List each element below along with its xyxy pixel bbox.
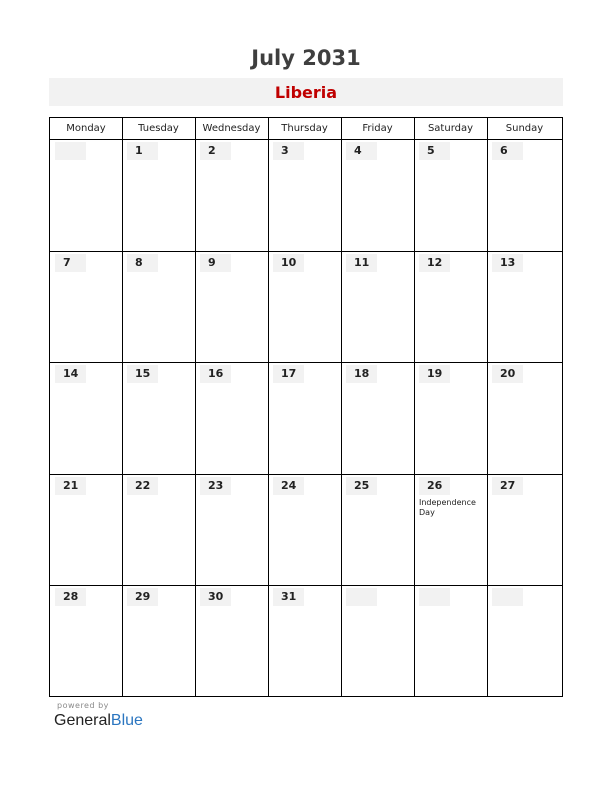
day-number: 25 — [346, 477, 377, 495]
day-cell[interactable] — [414, 140, 487, 251]
day-number: 22 — [127, 477, 158, 495]
day-number: 9 — [200, 254, 231, 272]
day-cell[interactable] — [414, 252, 487, 363]
day-cell[interactable] — [487, 363, 562, 474]
day-number: 27 — [492, 477, 523, 495]
day-number — [419, 588, 450, 606]
weekday-header-wednesday: Wednesday — [202, 123, 261, 134]
day-cell[interactable] — [414, 363, 487, 474]
weekday-header-friday: Friday — [362, 123, 393, 134]
day-cell[interactable] — [487, 586, 562, 697]
day-number: 31 — [273, 588, 304, 606]
day-cell[interactable] — [50, 363, 122, 474]
day-number — [346, 588, 377, 606]
day-number: 12 — [419, 254, 450, 272]
day-cell[interactable] — [268, 140, 341, 251]
day-cell[interactable] — [195, 363, 268, 474]
day-cell[interactable] — [195, 252, 268, 363]
weekday-header-saturday: Saturday — [427, 123, 474, 134]
day-number: 7 — [55, 254, 86, 272]
day-cell[interactable] — [268, 586, 341, 697]
day-number: 18 — [346, 365, 377, 383]
day-number: 28 — [55, 588, 86, 606]
day-number: 23 — [200, 477, 231, 495]
day-cell[interactable] — [341, 363, 414, 474]
day-cell[interactable] — [122, 252, 195, 363]
day-number: 6 — [492, 142, 523, 160]
day-cell[interactable] — [341, 586, 414, 697]
day-number: 4 — [346, 142, 377, 160]
holiday-label: Independence Day — [419, 498, 476, 517]
weekday-header-sunday: Sunday — [505, 123, 544, 134]
day-cell[interactable] — [487, 475, 562, 586]
day-number: 1 — [127, 142, 158, 160]
day-cell[interactable] — [195, 140, 268, 251]
country-name: Liberia — [274, 83, 338, 102]
day-number: 2 — [200, 142, 231, 160]
day-number — [492, 588, 523, 606]
day-number: 17 — [273, 365, 304, 383]
day-cell[interactable] — [122, 363, 195, 474]
day-cell[interactable] — [195, 475, 268, 586]
brand-blue: Blue — [110, 712, 143, 729]
powered-by-label: powered by — [57, 701, 109, 710]
day-number: 15 — [127, 365, 158, 383]
day-number — [55, 142, 86, 160]
day-number: 11 — [346, 254, 377, 272]
day-cell[interactable] — [50, 475, 122, 586]
weekday-header-tuesday: Tuesday — [138, 123, 179, 134]
day-number: 24 — [273, 477, 304, 495]
day-cell[interactable] — [122, 586, 195, 697]
generalblue-logo[interactable] — [54, 712, 143, 730]
day-cell[interactable] — [341, 252, 414, 363]
day-cell[interactable] — [341, 475, 414, 586]
day-number: 29 — [127, 588, 158, 606]
day-cell[interactable] — [487, 140, 562, 251]
day-number: 19 — [419, 365, 450, 383]
day-number: 16 — [200, 365, 231, 383]
day-number: 21 — [55, 477, 86, 495]
calendar-title: July 2031 — [251, 46, 361, 70]
brand-general: General — [54, 712, 111, 729]
weekday-header-thursday: Thursday — [281, 123, 328, 134]
day-number: 3 — [273, 142, 304, 160]
day-cell[interactable] — [50, 140, 122, 251]
day-cell[interactable] — [122, 475, 195, 586]
weekday-header-monday: Monday — [66, 123, 106, 134]
day-number: 30 — [200, 588, 231, 606]
day-cell[interactable] — [414, 475, 487, 586]
day-cell[interactable] — [195, 586, 268, 697]
day-cell[interactable] — [268, 475, 341, 586]
day-cell[interactable] — [268, 252, 341, 363]
calendar-grid — [49, 117, 563, 697]
day-cell[interactable] — [268, 363, 341, 474]
day-number: 5 — [419, 142, 450, 160]
day-cell[interactable] — [50, 586, 122, 697]
day-cell[interactable] — [50, 252, 122, 363]
day-cell[interactable] — [487, 252, 562, 363]
day-number: 14 — [55, 365, 86, 383]
day-cell[interactable] — [341, 140, 414, 251]
weekday-header-row — [50, 118, 562, 140]
country-banner — [49, 78, 563, 106]
day-cell[interactable] — [414, 586, 487, 697]
day-number: 20 — [492, 365, 523, 383]
day-number: 26 — [419, 477, 450, 495]
day-number: 8 — [127, 254, 158, 272]
day-number: 13 — [492, 254, 523, 272]
day-cell[interactable] — [122, 140, 195, 251]
day-number: 10 — [273, 254, 304, 272]
